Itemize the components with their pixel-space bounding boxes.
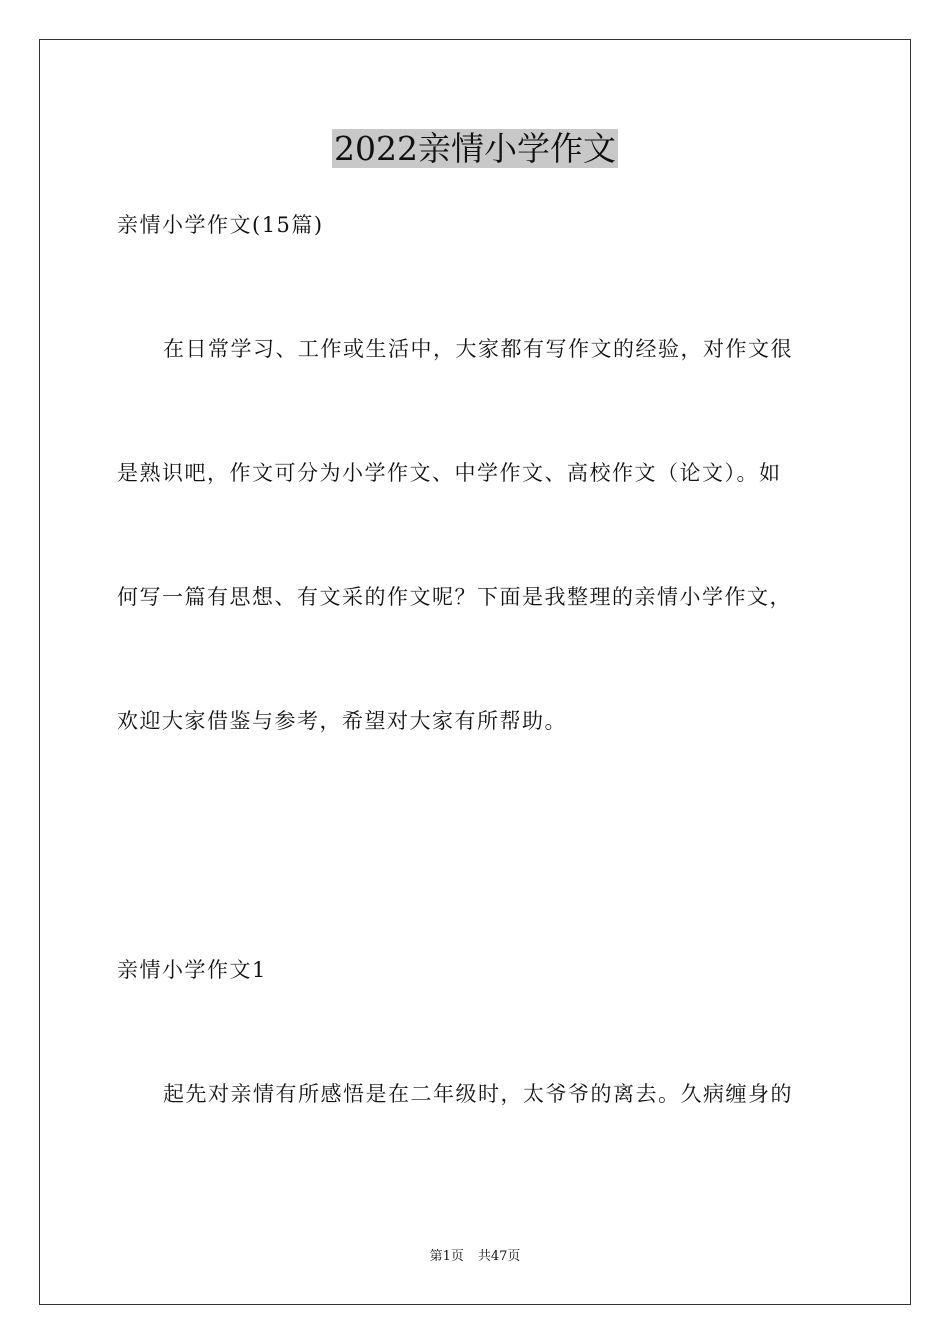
section-line-1: 起先对亲情有所感悟是在二年级时，太爷爷的离去。久病缠身的 — [163, 1082, 793, 1106]
intro-line-4: 欢迎大家借鉴与参考，希望对大家有所帮助。 — [117, 709, 567, 733]
intro-line-2: 是熟识吧，作文可分为小学作文、中学作文、高校作文（论文）。如 — [117, 461, 782, 485]
section-heading: 亲情小学作文1 — [117, 958, 267, 982]
intro-line-3: 何写一篇有思想、有文采的作文呢？下面是我整理的亲情小学作文， — [117, 585, 792, 609]
page-total: 共47页 — [477, 1249, 521, 1264]
page-number: 第1页 — [429, 1249, 464, 1264]
document-subtitle: 亲情小学作文(15篇) — [117, 213, 324, 237]
document-title — [0, 126, 950, 172]
document-title-text: 2022亲情小学作文 — [334, 129, 616, 168]
page-footer — [0, 1248, 950, 1266]
intro-line-1: 在日常学习、工作或生活中，大家都有写作文的经验，对作文很 — [163, 337, 793, 361]
